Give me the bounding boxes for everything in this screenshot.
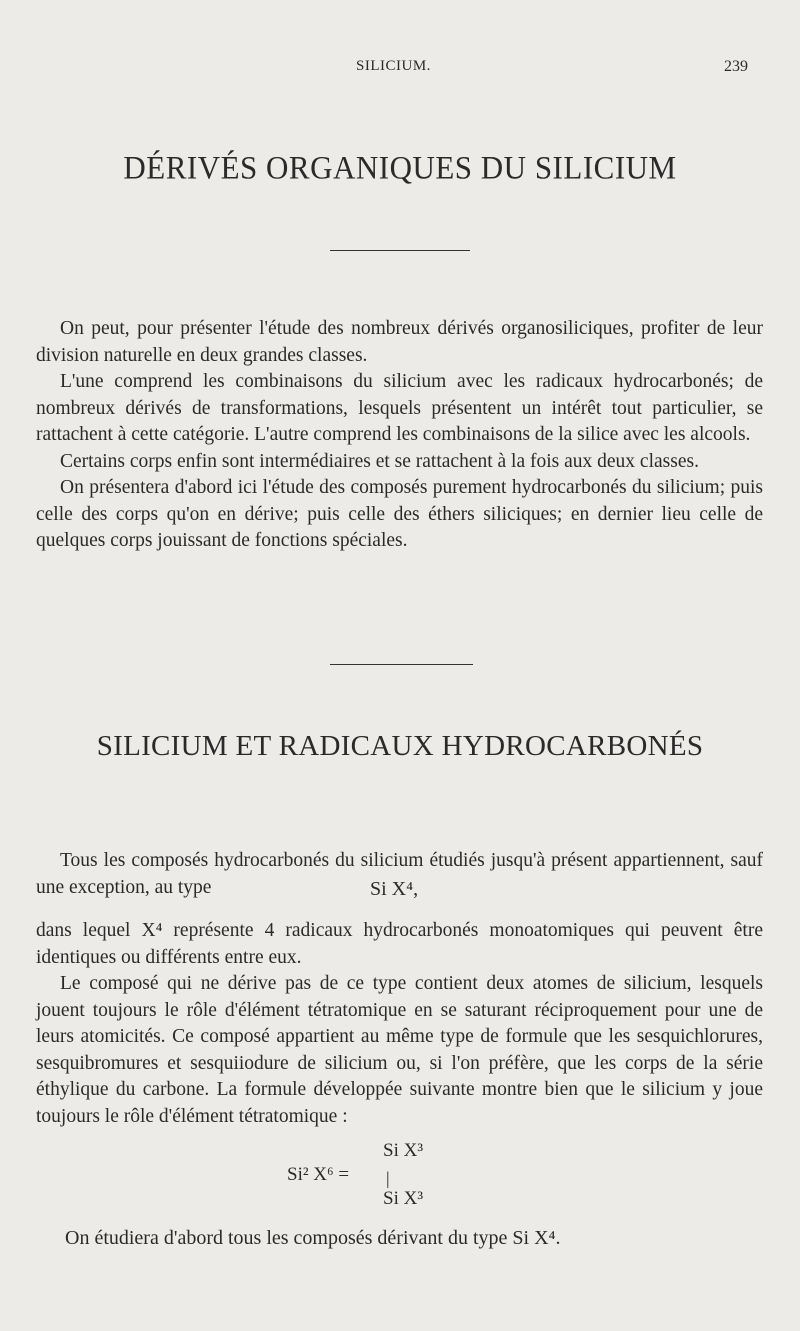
paragraph: On peut, pour présenter l'étude des nombreux dérivés organosiliciques, profiter de leur division naturelle en deux grandes classes. [36,318,763,366]
section-title-derives: DÉRIVÉS ORGANIQUES DU SILICIUM [123,149,677,186]
formula-left: Si² X⁶ = [287,1164,350,1185]
formula-bottom: Si X³ [383,1188,424,1209]
formula-top: Si X³ [383,1140,424,1161]
section1-body [36,316,763,555]
formula-bond: | [386,1168,390,1188]
section2-body [36,918,763,1130]
closing-sentence: On étudiera d'abord tous les composés dérivant du type Si X⁴. [65,1227,561,1249]
formula-type: Si X⁴, [370,878,419,900]
running-header [0,58,800,80]
paragraph: L'une comprend les combinaisons du silicium avec les radicaux hydrocarbonés; de nombreux dérivés de transformations, lesquels présentent un intérêt tout particulier, se rattachent à cette catégorie. L'autre comprend les combinaisons de la silice avec les alcools. [36,371,763,445]
paragraph: Le composé qui ne dérive pas de ce type contient deux atomes de silicium, lesquels jouent toujours le rôle d'élément tétratomique en se saturant réciproquement pour une de leurs atomicités. Ce composé appartient au même type de formule que les sesquichlorures, sesquibromures et sesquiiodure de silicium ou, si l'on préfère, que les corps de la série éthylique du carbone. La formule développée suivante montre bien que le silicium y joue toujours le rôle d'élément tétratomique : [36,973,763,1127]
running-title: SILICIUM. [356,58,431,74]
divider-rule [330,250,470,251]
paragraph: Certains corps enfin sont intermédiaires et se rattachent à la fois aux deux classes. [60,450,699,472]
paragraph: On présentera d'abord ici l'étude des composés purement hydrocarbonés du silicium; puis celle des corps qu'on en dérive; puis celle des éthers siliciques; en dernier lieu celle de quelques corps jouissant de fonctions spéciales. [36,477,763,551]
page-number: 239 [724,58,748,75]
section-title-silicium-radicaux: SILICIUM ET RADICAUX HYDROCARBONÉS [96,730,704,762]
divider-rule [330,664,473,665]
paragraph: dans lequel X⁴ représente 4 radicaux hydrocarbonés monoatomiques qui peuvent être identiques ou différents entre eux. [36,920,763,968]
developed-formula [287,1140,447,1210]
section2-intro: Tous les composés hydrocarbonés du silicium étudiés jusqu'à présent appartiennent, sauf une exception, au type [36,850,763,898]
